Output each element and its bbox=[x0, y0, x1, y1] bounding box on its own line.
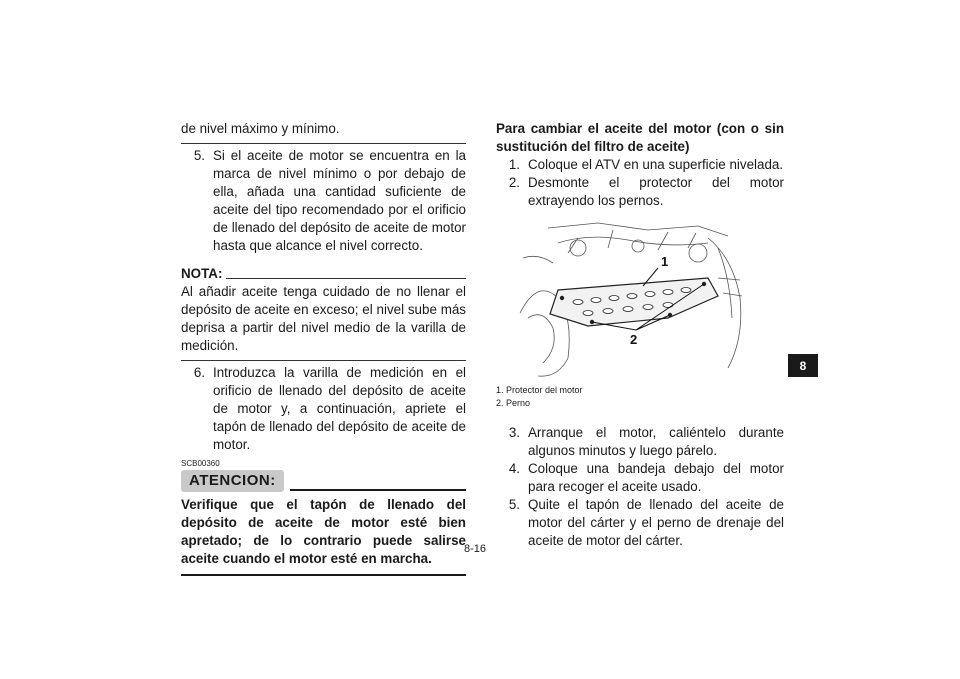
callout-label-2: 2 bbox=[630, 332, 638, 347]
figure-captions bbox=[496, 384, 784, 410]
step-text: Introduzca la varilla de medición en el orificio de llenado del depósito de aceite de motor y, a continuación, apriete el tapón de llenado del depósito de aceite de motor. bbox=[213, 365, 466, 452]
section-heading: Para cambiar el aceite del motor (con o sin sustitución del filtro de aceite) bbox=[496, 121, 784, 154]
step-number: 3. bbox=[508, 425, 520, 440]
divider bbox=[181, 143, 466, 144]
step-number: 5. bbox=[193, 148, 205, 163]
divider bbox=[290, 489, 466, 491]
step-text: Desmonte el protector del motor extrayendo los pernos. bbox=[528, 175, 784, 208]
steps-bottom bbox=[496, 424, 784, 550]
engine-guard-figure bbox=[518, 218, 746, 380]
intro-text: de nivel máximo y mínimo. bbox=[181, 121, 340, 136]
bolt-icon bbox=[560, 296, 564, 300]
left-column bbox=[181, 120, 466, 576]
step-text: Coloque una bandeja debajo del motor para recoger el aceite usado. bbox=[528, 461, 784, 494]
caption-item: 1. Protector del motor bbox=[496, 385, 583, 395]
atencion-label: ATENCION: bbox=[181, 470, 284, 492]
nota-text: Al añadir aceite tenga cuidado de no llenar el depósito de aceite en exceso; el nivel sube más deprisa a partir del nivel medio de la varilla de medición. bbox=[181, 284, 466, 353]
step-3 bbox=[496, 424, 784, 460]
atencion-header bbox=[181, 470, 466, 492]
callout-label-1: 1 bbox=[661, 254, 669, 269]
step-number: 2. bbox=[508, 175, 520, 190]
step-number: 5. bbox=[508, 497, 520, 512]
chapter-tab[interactable]: 8 bbox=[788, 354, 818, 377]
caption-item: 2. Perno bbox=[496, 398, 531, 408]
step-number: 6. bbox=[193, 365, 205, 380]
engine-guard-illustration bbox=[518, 218, 746, 380]
step-number: 1. bbox=[508, 157, 520, 172]
nota-header bbox=[181, 265, 466, 283]
step-text: Coloque el ATV en una superficie nivelada. bbox=[528, 157, 784, 172]
step-5-right bbox=[496, 496, 784, 550]
divider bbox=[181, 574, 466, 576]
step-6 bbox=[181, 364, 466, 454]
step-number: 4. bbox=[508, 461, 520, 476]
divider bbox=[181, 360, 466, 361]
step-4 bbox=[496, 460, 784, 496]
step-text: Si el aceite de motor se encuentra en la marca de nivel mínimo o por debajo de ella, añada una cantidad suficiente de aceite del tipo recomendado por el orificio de llenado del depósito de aceite de motor hasta que alcance el nivel correcto. bbox=[213, 148, 466, 253]
page-number: 8-16 bbox=[464, 543, 487, 555]
step-text: Arranque el motor, caliéntelo durante algunos minutos y luego párelo. bbox=[528, 425, 784, 458]
divider bbox=[226, 278, 466, 279]
right-column bbox=[496, 120, 784, 550]
step-5 bbox=[181, 147, 466, 255]
step-1 bbox=[496, 156, 784, 174]
atencion-text: Verifique que el tapón de llenado del depósito de aceite de motor esté bien apretado; de lo contrario puede salirse aceite cuando el motor esté en marcha. bbox=[181, 497, 466, 566]
step-text: Quite el tapón de llenado del aceite de motor del cárter y el perno de drenaje del aceite de motor del cárter. bbox=[528, 497, 784, 548]
nota-label: NOTA: bbox=[181, 266, 223, 281]
step-2 bbox=[496, 174, 784, 210]
reference-code: SCB00360 bbox=[181, 459, 220, 468]
